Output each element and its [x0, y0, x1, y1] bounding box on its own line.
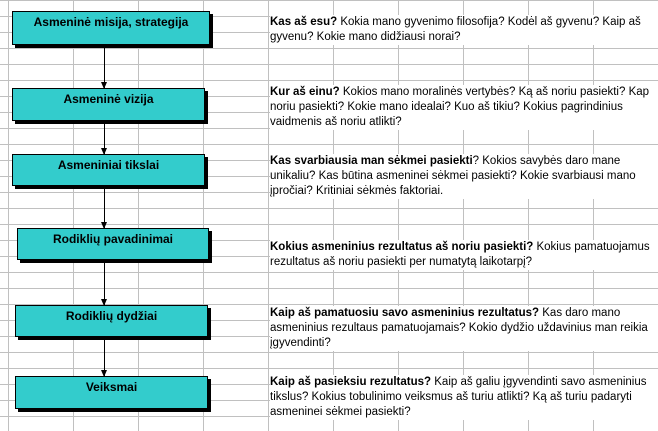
step-label: Asmeniniai tikslai: [57, 158, 160, 172]
arrow-down-icon: [104, 340, 105, 376]
step-box-mission: [12, 11, 210, 45]
step-label: Asmeninė misija, strategija: [33, 15, 189, 29]
step-description-mission: [270, 15, 658, 45]
step-box-indicator-values: [15, 305, 208, 337]
step-box-goals: [12, 154, 205, 186]
step-description-goals: [270, 154, 658, 199]
step-box-actions: [15, 376, 208, 409]
description-question: Kas aš esu?: [270, 16, 338, 28]
step-label: Rodiklių pavadinimai: [52, 232, 174, 246]
step-label: Veiksmai: [85, 380, 138, 394]
arrow-down-icon: [104, 48, 105, 88]
step-label: Asmeninė vizija: [63, 92, 154, 106]
description-question: Kaip aš pasieksiu rezultatus?: [270, 376, 432, 388]
description-text: ? Kokios savybės daro mane unikaliu? Kas būtina asmeninei sėkmei pasiekti? Kokie svarbiausi mano įpročiai? Kritiniai sėkmės faktoriai.: [270, 155, 636, 197]
step-description-indicator-names: [270, 240, 658, 270]
step-box-indicator-names: [17, 228, 209, 260]
step-description-actions: [270, 375, 658, 420]
description-text: Kaip aš galiu įgyvendinti savo asmeninius tikslus? Kokius tobulinimo veiksmus aš turiu atlikti? Ką aš turiu padaryti asmeninei sėkmei pasiekti?: [270, 376, 647, 418]
description-question: Kokius asmeninius rezultatus aš noriu pasiekti?: [270, 241, 534, 253]
step-label: Rodiklių dydžiai: [65, 309, 158, 323]
step-description-vision: [270, 85, 658, 130]
arrow-down-icon: [104, 189, 105, 228]
description-text: Kas daro mano asmeninius rezultaus pamatuojamais? Kokio dydžio uždavinius man reikia įgyvendinti?: [270, 307, 648, 349]
step-box-vision: [12, 88, 205, 121]
arrow-down-icon: [104, 263, 105, 305]
description-question: Kaip aš pamatuosiu savo asmeninius rezultatus?: [270, 307, 540, 319]
description-text: Kokia mano gyvenimo filosofija? Kodėl aš gyvenu? Kaip aš gyvenu? Kokie mano didžiausi norai?: [270, 16, 641, 43]
step-description-indicator-values: [270, 306, 658, 351]
description-question: Kur aš einu?: [270, 86, 340, 98]
description-text: Kokius pamatuojamus rezultatus aš noriu pasiekti per numatytą laikotarpį?: [270, 241, 650, 268]
arrow-down-icon: [104, 124, 105, 154]
description-question: Kas svarbiausia man sėkmei pasiekti: [270, 155, 473, 167]
description-text: Kokios mano moralinės vertybės? Ką aš noriu pasiekti? Kap noriu pasiekti? Kokie mano idealai? Kuo aš tikiu? Kokius pagrindinius vaidmenis aš noriu atlikti?: [270, 86, 650, 128]
